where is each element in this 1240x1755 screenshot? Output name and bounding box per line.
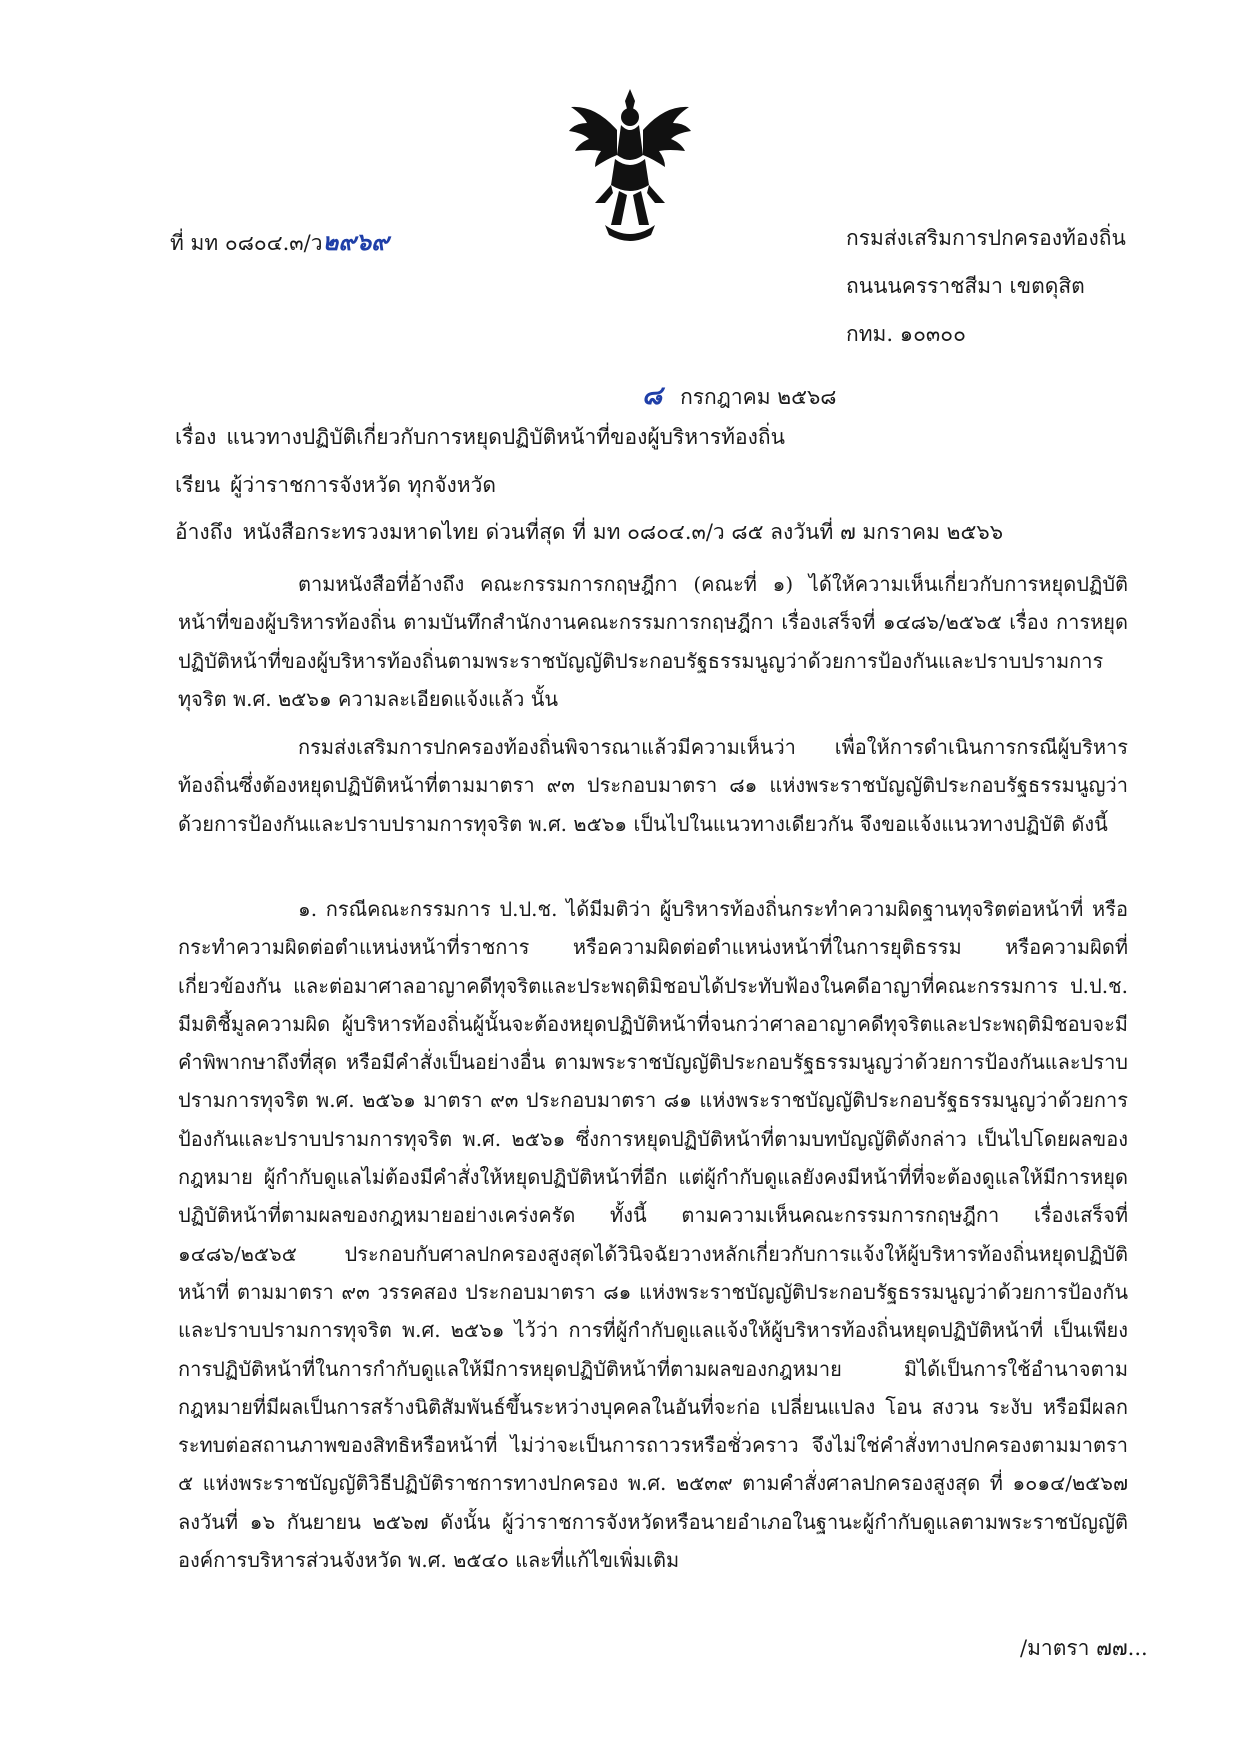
document-reference-number [170, 222, 389, 261]
subject-label: เรื่อง [175, 425, 217, 449]
recipient-label: เรียน [175, 473, 221, 497]
reference-text: หนังสือกระทรวงมหาดไทย ด่วนที่สุด ที่ มท ๐๘๐๔.๓/ว ๘๕ ลงวันที่ ๗ มกราคม ๒๕๖๖ [242, 520, 1004, 544]
body-paragraph-2-text: กรมส่งเสริมการปกครองท้องถิ่นพิจารณาแล้วมีความเห็นว่า เพื่อให้การดำเนินการกรณีผู้บริหารท้องถิ่นซึ่งต้องหยุดปฏิบัติหน้าที่ตามมาตรา ๙๓ ประกอบมาตรา ๘๑ แห่งพระราชบัญญัติประกอบรัฐธรรมนูญว่าด้วยการป้องกันและปราบปรามการทุจริต พ.ศ. ๒๕๖๑ เป็นไปในแนวทางเดียวกัน จึงขอแจ้งแนวทางปฏิบัติ ดังนี้ [178, 735, 1128, 836]
body-paragraph-1-text: ตามหนังสือที่อ้างถึง คณะกรรมการกฤษฎีกา (คณะที่ ๑) ได้ให้ความเห็นเกี่ยวกับการหยุดปฏิบัติหน้าที่ของผู้บริหารท้องถิ่น ตามบันทึกสำนักงานคณะกรรมการกฤษฎีกา เรื่องเสร็จที่ ๑๔๘๖/๒๕๖๕ เรื่อง การหยุดปฏิบัติหน้าที่ของผู้บริหารท้องถิ่นตามพระราชบัญญัติประกอบรัฐธรรมนูญว่าด้วยการป้องกันและปราบปรามการทุจริต พ.ศ. ๒๕๖๑ ความละเอียดแจ้งแล้ว นั้น [178, 572, 1128, 711]
body-paragraph-3-text: ๑. กรณีคณะกรรมการ ป.ป.ช. ได้มีมติว่า ผู้บริหารท้องถิ่นกระทำความผิดฐานทุจริตต่อหน้าที่ หรือกระทำความผิดต่อตำแหน่งหน้าที่ราชการ หรือความผิดต่อตำแหน่งหน้าที่ในการยุติธรรม หรือความผิดที่เกี่ยวข้องกัน และต่อมาศาลอาญาคดีทุจริตและประพฤติมิชอบได้ประทับฟ้องในคดีอาญาที่คณะกรรมการ ป.ป.ช. มีมติชี้มูลความผิด ผู้บริหารท้องถิ่นผู้นั้นจะต้องหยุดปฏิบัติหน้าที่จนกว่าศาลอาญาคดีทุจริตและประพฤติมิชอบจะมีคำพิพากษาถึงที่สุด หรือมีคำสั่งเป็นอย่างอื่น ตามพระราชบัญญัติประกอบรัฐธรรมนูญว่าด้วยการป้องกันและปราบปรามการทุจริต พ.ศ. ๒๕๖๑ มาตรา ๙๓ ประกอบมาตรา ๘๑ แห่งพระราชบัญญัติประกอบรัฐธรรมนูญว่าด้วยการป้องกันและปราบปรามการทุจริต พ.ศ. ๒๕๖๑ ซึ่งการหยุดปฏิบัติหน้าที่ตามบทบัญญัติดังกล่าว เป็นไปโดยผลของกฎหมาย ผู้กำกับดูแลไม่ต้องมีคำสั่งให้หยุดปฏิบัติหน้าที่อีก แต่ผู้กำกับดูแลยังคงมีหน้าที่ที่จะต้องดูแลให้มีการหยุดปฏิบัติหน้าที่ตามผลของกฎหมายอย่างเคร่งครัด ทั้งนี้ ตามความเห็นคณะกรรมการกฤษฎีกา เรื่องเสร็จที่ ๑๔๘๖/๒๕๖๕ ประกอบกับศาลปกครองสูงสุดได้วินิจฉัยวางหลักเกี่ยวกับการแจ้งให้ผู้บริหารท้องถิ่นหยุดปฏิบัติหน้าที่ ตามมาตรา ๙๓ วรรคสอง ประกอบมาตรา ๘๑ แห่งพระราชบัญญัติประกอบรัฐธรรมนูญว่าด้วยการป้องกันและปราบปรามการทุจริต พ.ศ. ๒๕๖๑ ไว้ว่า การที่ผู้กำกับดูแลแจ้งให้ผู้บริหารท้องถิ่นหยุดปฏิบัติหน้าที่ เป็นเพียงการปฏิบัติหน้าที่ในการกำกับดูแลให้มีการหยุดปฏิบัติหน้าที่ตามผลของกฎหมาย มิได้เป็นการใช้อำนาจตามกฎหมายที่มีผลเป็นการสร้างนิติสัมพันธ์ขึ้นระหว่างบุคคลในอันที่จะก่อ เปลี่ยนแปลง โอน สงวน ระงับ หรือมีผลกระทบต่อสถานภาพของสิทธิหรือหน้าที่ ไม่ว่าจะเป็นการถาวรหรือชั่วคราว จึงไม่ใช่คำสั่งทางปกครองตามมาตรา ๕ แห่งพระราชบัญญัติวิธีปฏิบัติราชการทางปกครอง พ.ศ. ๒๕๓๙ ตามคำสั่งศาลปกครองสูงสุด ที่ ๑๐๑๔/๒๕๖๗ ลงวันที่ ๑๖ กันยายน ๒๕๖๗ ดังนั้น ผู้ว่าราชการจังหวัดหรือนายอำเภอในฐานะผู้กำกับดูแลตามพระราชบัญญัติองค์การบริหารส่วนจังหวัด พ.ศ. ๒๕๔๐ และที่แก้ไขเพิ่มเติม [178, 897, 1128, 1573]
body-paragraph-2 [178, 728, 1128, 843]
reference-label: อ้างถึง [175, 520, 233, 544]
subject-line [175, 421, 785, 454]
subject-text: แนวทางปฏิบัติเกี่ยวกับการหยุดปฏิบัติหน้าที่ของผู้บริหารท้องถิ่น [226, 425, 785, 449]
garuda-emblem-icon [565, 85, 695, 245]
page-continuation: /มาตรา ๗๗... [1020, 1636, 1148, 1660]
sender-address-line-1: กรมส่งเสริมการปกครองท้องถิ่น [846, 226, 1126, 250]
reference-line [175, 516, 1003, 549]
letter-date [642, 375, 837, 416]
date-month-year: กรกฎาคม ๒๕๖๘ [680, 385, 837, 409]
date-day-handwritten: ๘ [642, 381, 663, 411]
reference-number-handwritten: ๒๙๖๙ [322, 227, 389, 256]
sender-address-line-3: กทม. ๑๐๓๐๐ [846, 322, 966, 346]
body-paragraph-1 [178, 565, 1128, 718]
recipient-text: ผู้ว่าราชการจังหวัด ทุกจังหวัด [230, 473, 497, 497]
sender-address-line-2: ถนนนครราชสีมา เขตดุสิต [846, 274, 1085, 298]
recipient-line [175, 469, 496, 502]
body-paragraph-3 [178, 890, 1128, 1579]
reference-number-printed: ที่ มท ๐๘๐๔.๓/ว [170, 231, 323, 255]
